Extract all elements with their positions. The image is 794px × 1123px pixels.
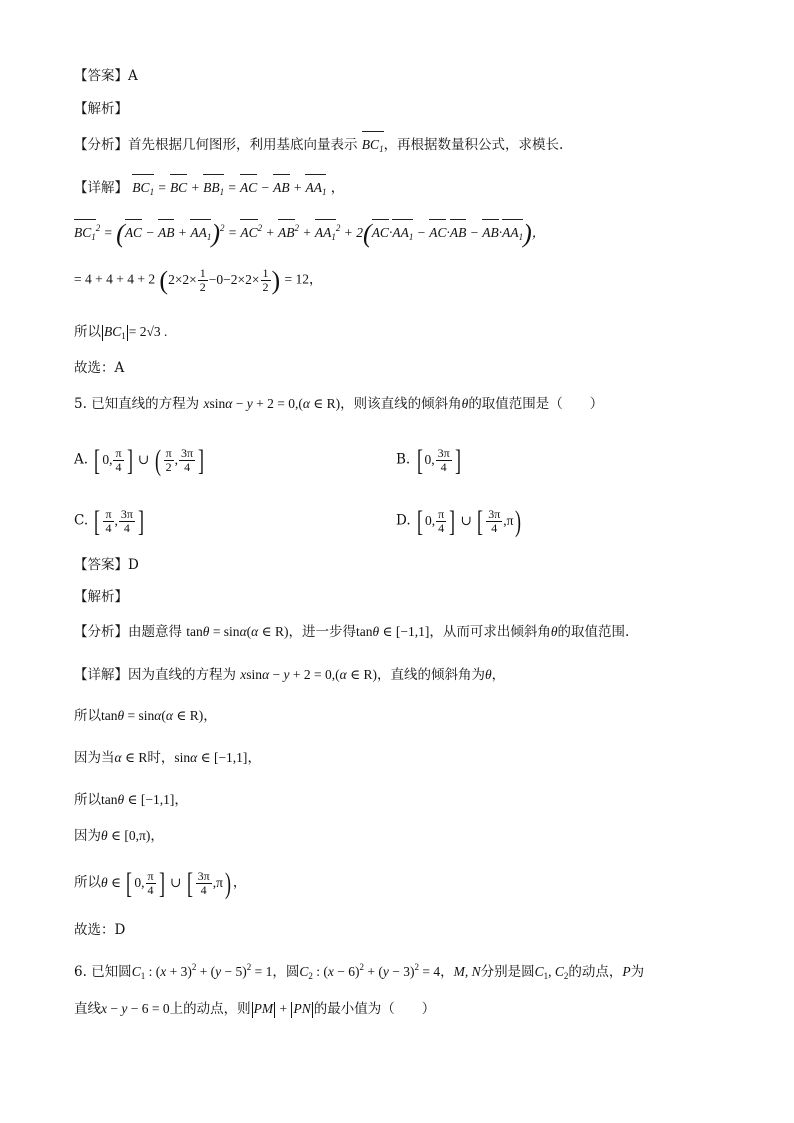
q6-number: 6. [74, 964, 87, 980]
q4-answer-line [74, 66, 138, 86]
q5-fenxi-c: ，从而可求出倾斜角 [429, 624, 551, 640]
q5-detail-theta: θ [484, 667, 492, 682]
q6-stem-f: 为 [630, 964, 645, 980]
q5-fenxi-b: ，进一步得 [288, 624, 356, 640]
q5-stem [74, 394, 603, 414]
q5-choose: 故选：D [74, 922, 126, 938]
option-c[interactable] [74, 504, 146, 538]
calc-result: = 12， [284, 271, 323, 287]
calc-prefix: = 4 + 4 + 4 + 2 [74, 271, 156, 287]
q5-step2-eq1: α ∈ R [114, 750, 148, 765]
q6-c1c2: $C_1$, $C_2$ [534, 964, 569, 981]
option-b[interactable] [396, 443, 463, 477]
q5-analysis-tag: 【解析】 [74, 589, 128, 605]
option-a-value: [ 0, $\frac{\pi}{4}$ ] ∪ ( $\frac{\pi}{2}$ , $\frac{3\pi}{4}$ ] [94, 443, 205, 477]
q5-so1: 所以 [74, 708, 101, 724]
q6-line2-b: 上的动点，则 [169, 1001, 251, 1017]
q5-answer-tag: 【答案】 [74, 557, 128, 573]
q5-step3-eq: tanθ ∈ [−1,1] [101, 792, 175, 807]
option-a-label: A. [74, 451, 89, 468]
q6-line-eq: x − y − 6 = 0 [101, 1001, 170, 1016]
q5-fenxi-theta: θ [550, 624, 558, 639]
q4-square-line [74, 218, 545, 247]
detail-tag: 【详解】 [74, 180, 128, 196]
q6-line2-c: 的最小值为（ ） [313, 1001, 436, 1017]
q5-fenxi-eq1: tanθ = sinα(α ∈ R) [186, 624, 289, 639]
q5-step5-eq: θ ∈ [ 0, $\frac{\pi}{4}$ ] ∪ [ $\frac{3\pi}{4}$ ,π) [101, 866, 231, 900]
q5-detail-b: ，直线的倾斜角为 [376, 667, 485, 683]
q5-fenxi-a: 由题意得 [128, 624, 182, 640]
q5-so3: 所以 [74, 792, 101, 808]
result-value: = 2√3 . [128, 324, 168, 339]
q5-detail-a: 因为直线的方程为 [128, 667, 236, 683]
q5-because2b: 时， [147, 750, 175, 766]
q5-stem-b: ，则该直线的倾斜角 [340, 396, 462, 412]
q5-so5: 所以 [74, 874, 101, 891]
q6-stem-c: ， [440, 964, 454, 980]
q6-stem-e: 的动点， [568, 964, 623, 980]
q4-fenxi-line [74, 135, 563, 159]
option-c-value: [ $\frac{\pi}{4}$ , $\frac{3\pi}{4}$ ] [94, 504, 144, 538]
answer-value: A [128, 68, 138, 84]
q4-choose: 故选：A [74, 360, 125, 376]
q5-fenxi-eq2: tanθ ∈ [−1,1] [356, 624, 430, 639]
q6-circle2: $C_2$ : $(x - 6)^2 + (y - 3)^2 = 4$ [299, 962, 441, 981]
theta-symbol: θ [461, 396, 469, 411]
q5-number: 5. [74, 396, 87, 412]
q5-fenxi-tag: 【分析】 [74, 624, 128, 640]
q4-analysis-tag: 【解析】 [74, 101, 128, 117]
calc-body: (2×2× $\frac{1}{2}$ −0−2×2× $\frac{1}{2}$ ) [159, 265, 281, 295]
q5-because2: 因为当 [74, 750, 115, 766]
option-a[interactable] [74, 443, 206, 477]
q5-step2: 因为当α ∈ R时，sinα ∈ [−1,1]， [74, 750, 261, 766]
q5-step2-eq2: sinα ∈ [−1,1] [174, 750, 248, 765]
q5-step5: 所以θ ∈ [ 0, $\frac{\pi}{4}$ ] ∪ [ $\frac{3\pi}{4}$ ,π) ， [74, 866, 247, 900]
q5-step1-eq: tanθ = sinα(α ∈ R) [101, 708, 204, 723]
q5-stem-a: 已知直线的方程为 [91, 396, 200, 412]
q6-stem-d: 分别是圆 [480, 964, 535, 980]
q6-stem-a: 已知圆 [91, 964, 132, 980]
option-d[interactable] [396, 504, 523, 538]
option-b-label: B. [396, 451, 411, 468]
q5-step4: 因为θ ∈ [0,π)， [74, 828, 164, 844]
option-d-value: [ 0, $\frac{\pi}{4}$ ] ∪ [ $\frac{3\pi}{4}$ ,π) [416, 504, 522, 538]
q5-stem-c: 的取值范围是（ ） [468, 396, 604, 412]
q5-step1: 所以tanθ = sinα(α ∈ R)， [74, 708, 217, 724]
q5-because4: 因为 [74, 828, 101, 844]
q5-answer-line [74, 555, 139, 575]
q5-step3: 所以tanθ ∈ [−1,1]， [74, 792, 188, 808]
fenxi-text-a: 首先根据几何图形，利用基底向量表示 [128, 137, 358, 153]
q5-detail-line: 【详解】因为直线的方程为 xsinα − y + 2 = 0,(α ∈ R)，直线的倾斜角为θ， [74, 667, 506, 683]
vector-bc1: $BC_1$ [362, 135, 384, 159]
vector-equation-1: $BC_1$ = BC + $BB_1$ = AC − AB + $AA_1$ [132, 180, 326, 195]
q5-line-equation: xsinα − y + 2 = 0,(α ∈ R) [203, 396, 341, 411]
q4-result-line [74, 322, 167, 346]
q5-detail-eq: xsinα − y + 2 = 0,(α ∈ R) [240, 667, 377, 682]
option-d-label: D. [396, 512, 411, 529]
q4-detail-line: 【详解】 $BC_1$ = BC + $BB_1$ = AC − AB + $AA_1$ ， [74, 178, 344, 202]
q6-p: P [622, 964, 631, 979]
q6-stem-b: ，圆 [272, 964, 300, 980]
q6-stem-line2 [74, 999, 435, 1019]
q6-mn: M, N [453, 964, 481, 979]
q6-sum: PM + PN [253, 1001, 311, 1016]
q5-fenxi-line [74, 622, 629, 642]
q6-stem-line1 [74, 957, 644, 986]
q5-answer-value: D [128, 557, 139, 573]
q5-detail-tag: 【详解】 [74, 667, 128, 683]
q5-step4-eq: θ ∈ [0,π) [101, 828, 151, 843]
result-text: 所以 [74, 324, 101, 340]
option-b-value: [ 0, $\frac{3\pi}{4}$ ] [416, 443, 461, 477]
fenxi-text-b: ，再根据数量积公式，求模长. [383, 137, 564, 153]
option-c-label: C. [74, 512, 89, 529]
fenxi-tag: 【分析】 [74, 137, 128, 153]
abs-bc1: $BC_1$ [104, 324, 126, 341]
q4-calc-line [74, 267, 322, 294]
q5-fenxi-d: 的取值范围. [557, 624, 630, 640]
vector-square-expansion: $BC_1^2 = (AC$ − AB + $AA_1)^2 = AC^2 + AB^2 + AA_1^2 + 2(AC\cdot AA_1 - AC\cdot AB - AB\cdot AA_1)$， [74, 218, 546, 248]
answer-tag: 【答案】 [74, 68, 128, 84]
q6-circle1: $C_1$ : $(x + 3)^2 + (y - 5)^2 = 1$ [131, 962, 273, 981]
q6-line2-a: 直线 [74, 1001, 101, 1017]
